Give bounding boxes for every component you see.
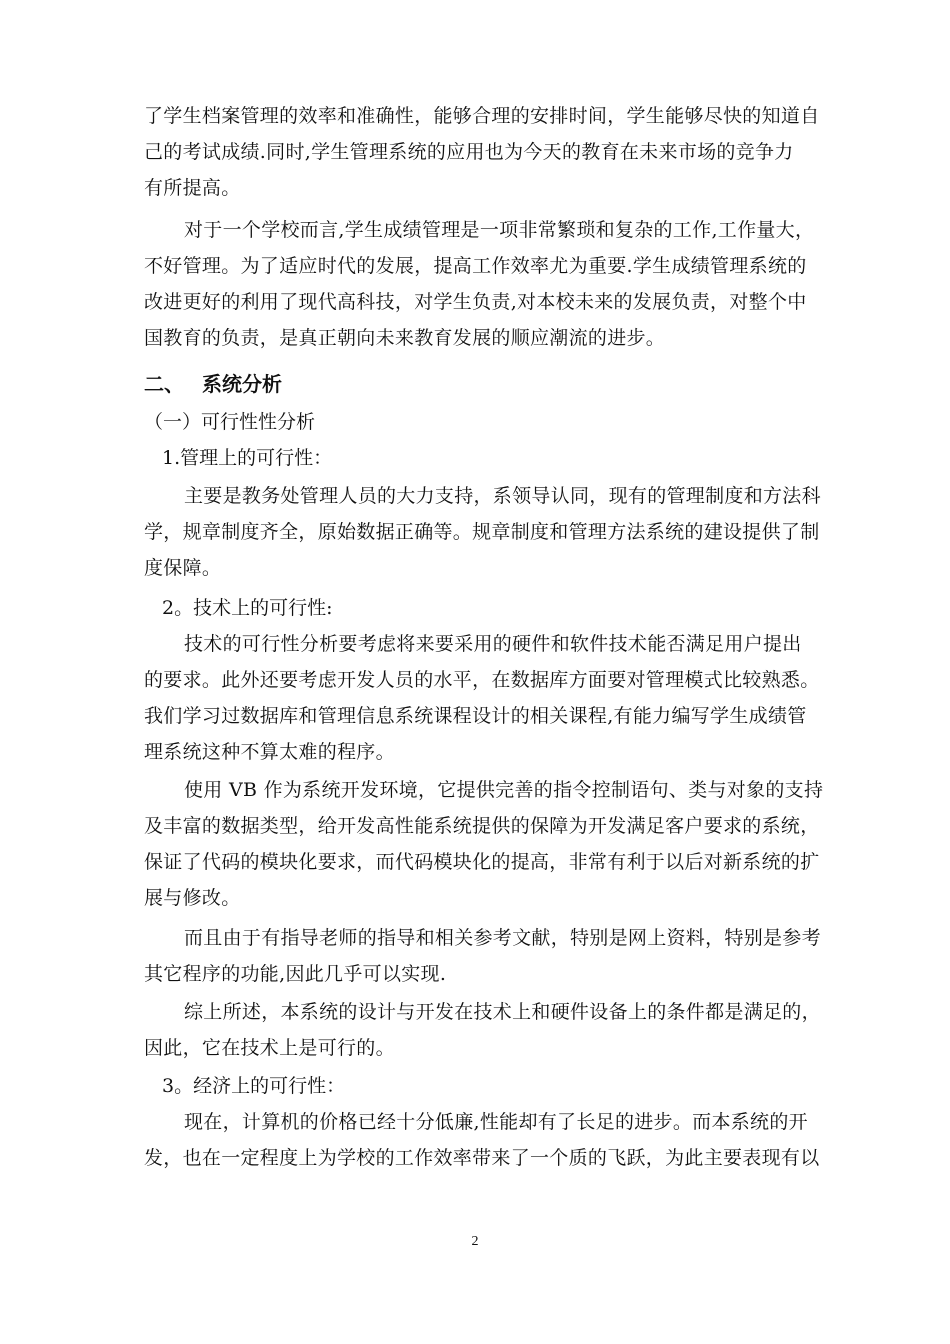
paragraph-technical-1 xyxy=(144,626,820,770)
section-number: 二、 xyxy=(144,372,184,396)
paragraph-line: 度保障。 xyxy=(144,557,222,579)
item-heading-technical: 2。技术上的可行性: xyxy=(162,597,333,619)
paragraph-line: 而且由于有指导老师的指导和相关参考文献，特别是网上资料，特别是参考 xyxy=(184,927,821,949)
paragraph-line: 对于一个学校而言,学生成绩管理是一项非常繁琐和复杂的工作,工作量大， xyxy=(184,219,815,241)
paragraph-line: 理系统这种不算太难的程序。 xyxy=(144,741,395,763)
paragraph-line: 因此，它在技术上是可行的。 xyxy=(144,1037,395,1059)
paragraph-line: 不好管理。为了适应时代的发展，提高工作效率尤为重要.学生成绩管理系统的 xyxy=(144,255,807,277)
paragraph-line: 我们学习过数据库和管理信息系统课程设计的相关课程,有能力编写学生成绩管 xyxy=(144,705,807,727)
paragraph-line: 现在，计算机的价格已经十分低廉,性能却有了长足的进步。而本系统的开 xyxy=(184,1111,808,1133)
paragraph-technical-2 xyxy=(144,772,824,916)
paragraph-line: 主要是教务处管理人员的大力支持，系领导认同，现有的管理制度和方法科 xyxy=(184,485,821,507)
paragraph-line: 有所提高。 xyxy=(144,177,241,199)
paragraph-line: 己的考试成绩.同时,学生管理系统的应用也为今天的教育在未来市场的竞争力 xyxy=(144,141,794,163)
section-title: 系统分析 xyxy=(202,372,282,396)
paragraph-technical-4 xyxy=(144,994,821,1066)
section-heading xyxy=(144,366,282,402)
paragraph-line: 技术的可行性分析要考虑将来要采用的硬件和软件技术能否满足用户提出 xyxy=(184,633,802,655)
paragraph-line: 发，也在一定程度上为学校的工作效率带来了一个质的飞跃，为此主要表现有以 xyxy=(144,1147,820,1169)
paragraph-line: 学，规章制度齐全，原始数据正确等。规章制度和管理方法系统的建设提供了制 xyxy=(144,521,820,543)
paragraph-line: 展与修改。 xyxy=(144,887,241,909)
paragraph-line: 了学生档案管理的效率和准确性，能够合理的安排时间，学生能够尽快的知道自 xyxy=(144,105,820,127)
item-heading-economic: 3。经济上的可行性： xyxy=(162,1075,346,1097)
paragraph-line: 保证了代码的模块化要求，而代码模块化的提高，非常有利于以后对新系统的扩 xyxy=(144,851,820,873)
paragraph-line: 的要求。此外还要考虑开发人员的水平，在数据库方面要对管理模式比较熟悉。 xyxy=(144,669,820,691)
paragraph-line: 使用 VB 作为系统开发环境，它提供完善的指令控制语句、类与对象的支持 xyxy=(184,779,824,801)
paragraph-line: 改进更好的利用了现代高科技，对学生负责,对本校未来的发展负责，对整个中 xyxy=(144,291,807,313)
paragraph-school-management xyxy=(144,212,814,356)
paragraph-continuation xyxy=(144,98,820,206)
paragraph-technical-3 xyxy=(144,920,821,992)
paragraph-line: 其它程序的功能,因此几乎可以实现. xyxy=(144,963,447,985)
paragraph-management-feasibility xyxy=(144,478,821,586)
subsection-heading: （一）可行性性分析 xyxy=(144,411,316,433)
item-heading-management: 1.管理上的可行性： xyxy=(162,447,333,469)
paragraph-line: 国教育的负责，是真正朝向未来教育发展的顺应潮流的进步。 xyxy=(144,327,666,349)
paragraph-line: 及丰富的数据类型，给开发高性能系统提供的保障为开发满足客户要求的系统， xyxy=(144,815,820,837)
paragraph-economic xyxy=(144,1104,820,1176)
page-number: 2 xyxy=(471,1234,479,1249)
paragraph-line: 综上所述，本系统的设计与开发在技术上和硬件设备上的条件都是满足的， xyxy=(184,1001,821,1023)
